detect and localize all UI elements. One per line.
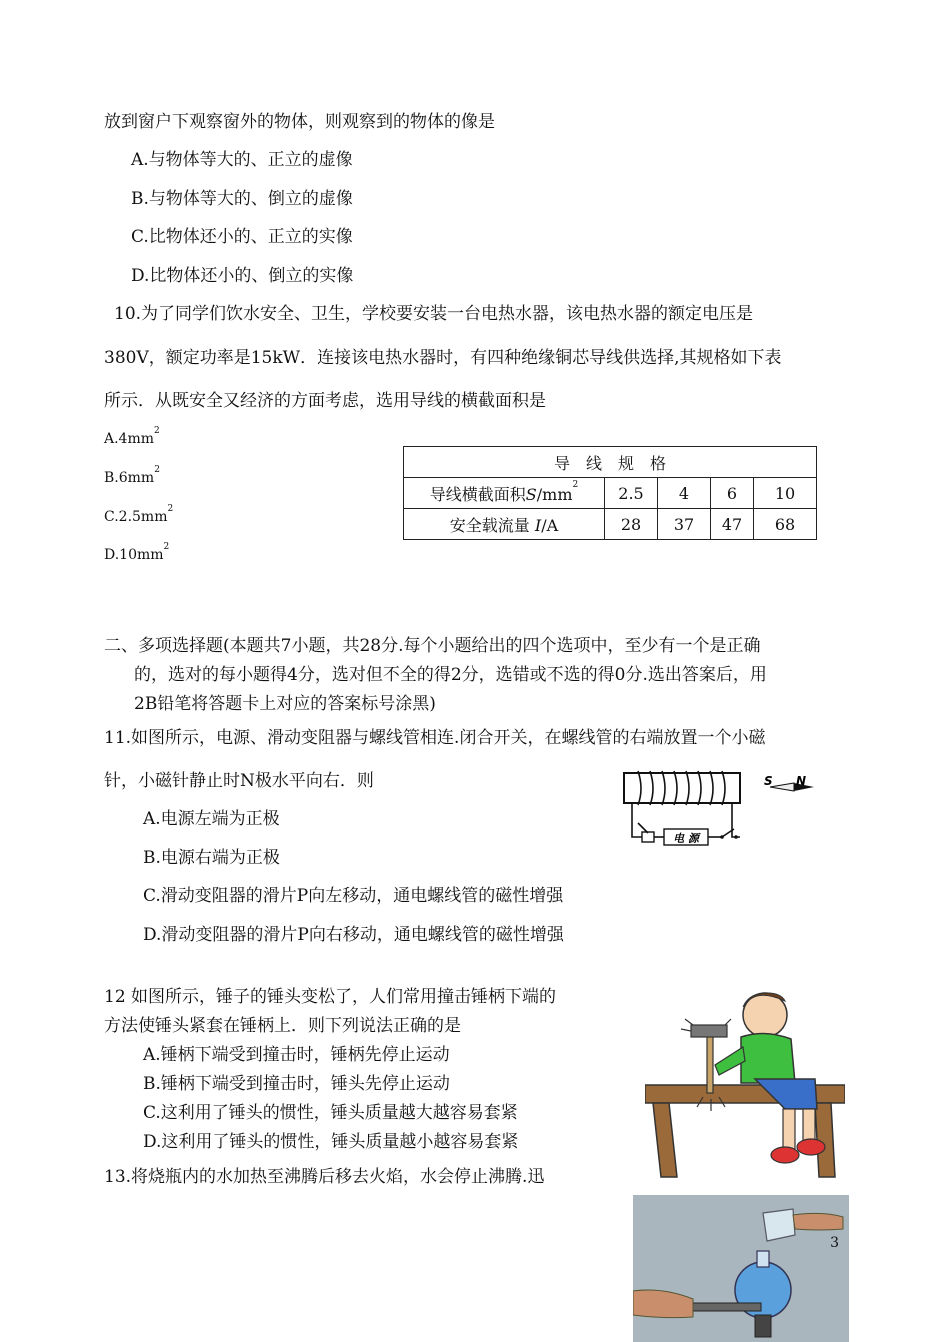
q13-stem: 13.将烧瓶内的水加热至沸腾后移去火焰，水会停止沸腾.迅 [104, 1167, 545, 1187]
hammer-handle [707, 1035, 713, 1093]
table-cell: 28 [605, 509, 658, 540]
q11-option-d: D.滑动变阻器的滑片P向右移动，通电螺线管的磁性增强 [143, 925, 564, 945]
rheostat [642, 832, 654, 842]
table-title: 导 线 规 格 [404, 447, 817, 478]
bench-leg-left [653, 1103, 677, 1177]
right-wire [732, 803, 740, 837]
table-row [404, 447, 817, 478]
q12-option-d: D.这利用了锤头的惯性，锤头质量越小越容易套紧 [143, 1132, 519, 1152]
table-cell: 37 [658, 509, 711, 540]
q9-option-b: B.与物体等大的、倒立的虚像 [131, 189, 353, 209]
power-label: 电 源 [673, 832, 699, 845]
flask-stopper [755, 1315, 771, 1337]
q10-option-c: $C.2.5mm^2$ [104, 504, 174, 525]
beaker-icon [763, 1209, 795, 1241]
q10-stem-line2: 380V，额定功率是15kW．连接该电热水器时，有四种绝缘铜芯导线供选择,其规格如下表 [104, 348, 782, 368]
boy-shirt [741, 1033, 795, 1083]
q11-stem-line1: 11.如图所示，电源、滑动变阻器与螺线管相连.闭合开关，在螺线管的右端放置一个小磁 [104, 728, 766, 748]
table-cell: 10 [754, 478, 817, 509]
shoe-left [771, 1147, 799, 1163]
q9-stem: 放到窗户下观察窗外的物体，则观察到的物体的像是 [104, 112, 495, 132]
wire-spec-table [403, 446, 817, 540]
section2-line2: 的，选对的每小题得4分，选对但不全的得2分，选错或不选的得0分.选出答案后，用 [134, 665, 767, 685]
section2-line1: 二、多项选择题(本题共7小题，共28分.每个小题给出的四个选项中，至少有一个是正确 [104, 636, 761, 656]
hammer-head-icon [691, 1025, 727, 1037]
flask-neck [757, 1251, 769, 1267]
q11-option-c: C.滑动变阻器的滑片P向左移动，通电螺线管的磁性增强 [143, 886, 564, 906]
table-cell: 6 [711, 478, 754, 509]
table-cell: 47 [711, 509, 754, 540]
solenoid-circuit-figure [618, 765, 848, 855]
q12-stem-line2: 方法使锤头紧套在锤柄上．则下列说法正确的是 [104, 1016, 461, 1036]
flask-photo [633, 1195, 849, 1342]
q10-stem-line3: 所示．从既安全又经济的方面考虑，选用导线的横截面积是 [104, 391, 546, 411]
q9-option-c: C.比物体还小的、正立的实像 [131, 227, 353, 247]
solenoid-coil [638, 771, 725, 805]
q12-stem-line1: 12 如图所示，锤子的锤头变松了，人们常用撞击锤柄下端的 [104, 987, 557, 1007]
q11-stem-line2: 针，小磁针静止时N极水平向右．则 [104, 771, 374, 791]
impact-lines [697, 1097, 725, 1111]
table-row-label: 导线横截面积$S/mm^2$ [404, 478, 605, 509]
q9-option-d: D.比物体还小的、倒立的实像 [131, 266, 354, 286]
table-row [404, 509, 817, 540]
clamp-rod [683, 1303, 761, 1311]
shoe-right [797, 1139, 825, 1155]
table-cell: 4 [658, 478, 711, 509]
compass-s-label: S [764, 774, 773, 788]
q12-option-b: B.锤柄下端受到撞击时，锤头先停止运动 [143, 1074, 450, 1094]
hand-upper [793, 1213, 843, 1230]
table-cell: 68 [754, 509, 817, 540]
table-row [404, 478, 817, 509]
q12-option-c: C.这利用了锤头的惯性，锤头质量越大越容易套紧 [143, 1103, 518, 1123]
q11-option-b: B.电源右端为正极 [143, 848, 280, 868]
compass-needle-s [770, 783, 794, 791]
hammer-bench-illustration [645, 985, 845, 1185]
q10-option-a: $A.4mm^2$ [104, 426, 160, 447]
q10-stem-line1: 10.为了同学们饮水安全、卫生，学校要安装一台电热水器，该电热水器的额定电压是 [114, 304, 754, 324]
q12-option-a: A.锤柄下端受到撞击时，锤柄先停止运动 [143, 1045, 450, 1065]
compass-n-label: N [796, 774, 807, 788]
table-cell: 2.5 [605, 478, 658, 509]
page-number: 3 [830, 1235, 839, 1251]
q10-option-d: $D.10mm^2$ [104, 542, 170, 563]
q9-option-a: A.与物体等大的、正立的虚像 [131, 150, 353, 170]
section2-line3: 2B铅笔将答题卡上对应的答案标号涂黑) [134, 694, 436, 714]
q10-option-b: $B.6mm^2$ [104, 465, 160, 486]
table-row-label: 安全载流量 I/A [404, 509, 605, 540]
q11-option-a: A.电源左端为正极 [143, 809, 280, 829]
